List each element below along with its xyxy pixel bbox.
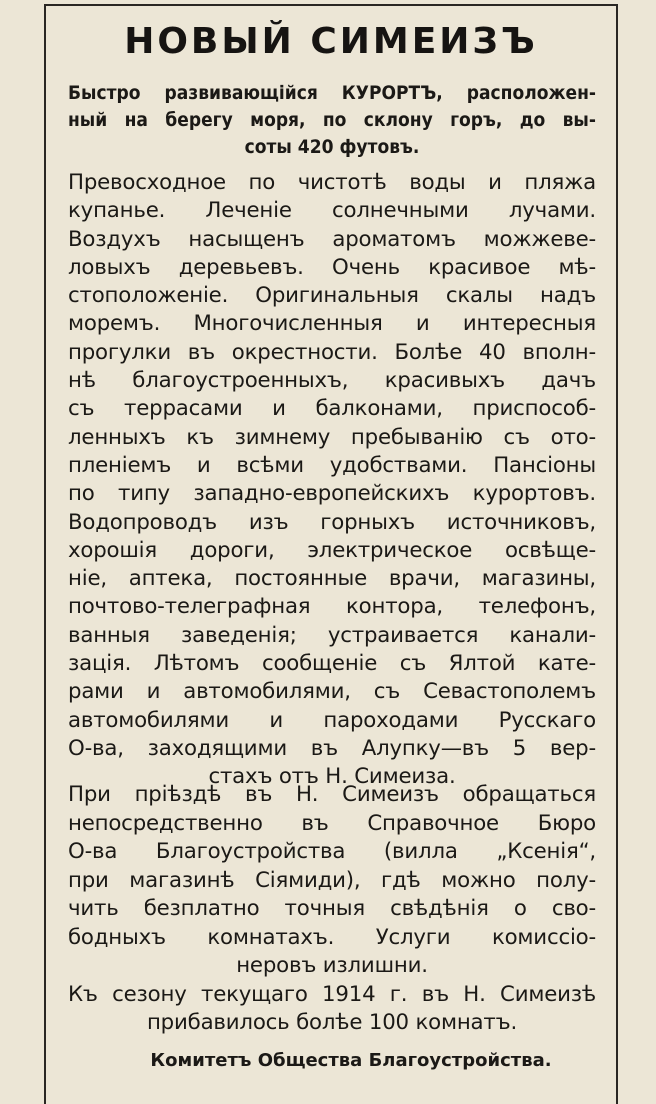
arrival-line: при магазинѣ Сіямиди), гдѣ можно полу- [68,867,596,893]
subtitle-line: соты 420 футовъ. [244,136,420,158]
description-paragraph [68,169,596,792]
description-line: О-ва, заходящими въ Алупку—въ 5 вер- [68,735,596,761]
description-line: нѣ благоустроенныхъ, красивыхъ дачъ [68,368,596,394]
arrival-paragraph [68,781,596,981]
subtitle-block [68,80,596,161]
description-line: Воздухъ насыщенъ ароматомъ можжеве- [68,226,596,252]
arrival-line: О-ва Благоустройства (вилла „Ксенія“, [68,839,596,864]
description-line: стоположеніе. Оригинальныя скалы надъ [68,283,596,309]
description-line: ванныя заведенія; устраивается канали- [68,622,596,648]
advertisement-frame [44,4,618,1104]
subtitle-line: Быстро развивающійся КУРОРТЪ, расположен- [68,82,596,104]
description-line: стахъ отъ Н. Симеиза. [208,764,456,790]
advertisement-title: НОВЫЙ СИМЕИЗЪ [124,21,538,62]
season-line: прибавилось болѣе 100 комнатъ. [146,1010,518,1035]
description-line: купанье. Леченіе солнечными лучами. [68,198,596,224]
description-line: зація. Лѣтомъ сообщеніе съ Ялтой катe- [68,651,596,677]
description-line: по типу западно-европейскихъ курортовъ. [68,481,596,507]
arrival-line: При пріѣздѣ въ Н. Симеизъ обращаться [68,782,596,807]
description-line: хорошія дороги, электрическое освѣще- [68,537,596,563]
description-line: ленныхъ къ зимнему пребыванію съ ото- [68,424,596,450]
description-line: прогулки въ окрестности. Болѣе 40 вполн- [68,339,596,365]
season-paragraph [68,981,596,1037]
description-line: Превосходное по чистотѣ воды и пляжа [68,170,596,195]
description-line: пленіемъ и всѣми удобствами. Пансіоны [68,452,596,478]
committee-signature: Комитетъ Общества Благоустройства. [150,1050,552,1071]
arrival-line: неровъ излишни. [236,953,428,978]
arrival-line: бодныхъ комнатахъ. Услуги комиссіо- [68,924,596,950]
arrival-line: непосредственно въ Справочное Бюро [68,810,596,836]
description-line: почтово-телеграфная контора, телефонъ, [68,594,596,620]
description-line: ловыхъ деревьевъ. Очень красивое мѣ- [68,254,596,280]
description-line: моремъ. Многочисленныя и интересныя [68,311,596,337]
subtitle-line: ный на берегу моря, по склону горъ, до вы- [68,109,596,131]
season-line: Къ сезону текущаго 1914 г. въ Н. Симеизѣ [68,982,596,1007]
description-line: ніе, аптека, постоянные врачи, магазины, [68,566,596,592]
description-line: рами и автомобилями, съ Севастополемъ [68,679,596,705]
arrival-line: чить безплатно точныя свѣдѣнія о сво- [68,896,596,921]
description-line: автомобилями и пароходами Русскаго [68,707,596,733]
description-line: съ террасами и балконами, приспособ- [68,396,596,422]
description-line: Водопроводъ изъ горныхъ источниковъ, [68,509,596,535]
